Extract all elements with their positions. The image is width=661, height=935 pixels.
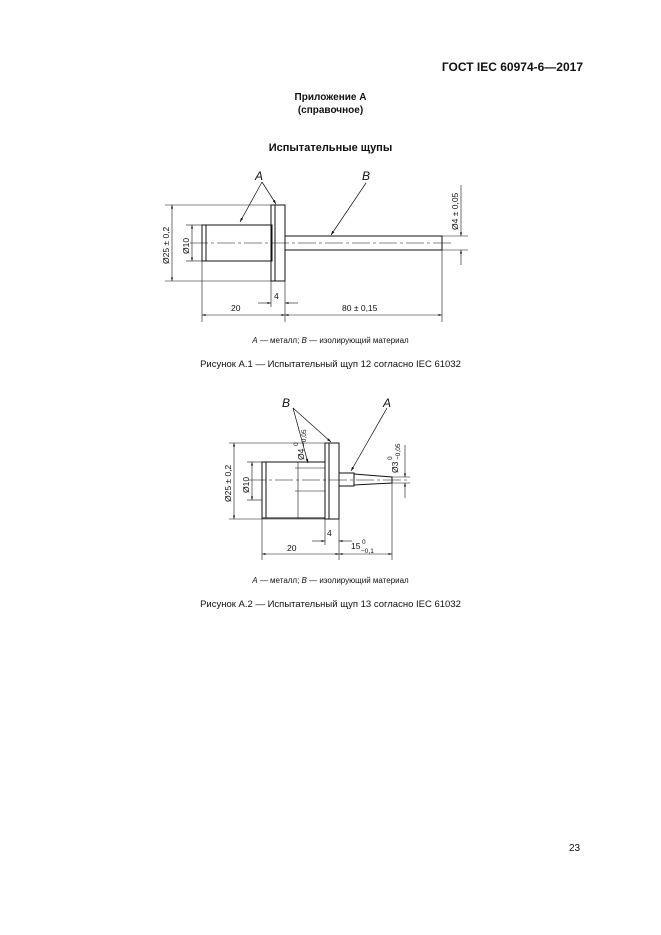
fig2-dim-pin-diameter: Ø4 (296, 448, 306, 460)
fig1-legend-b: B (301, 336, 307, 345)
fig2-handle-body (262, 462, 325, 518)
fig2-dim-tip-diameter: Ø3 (390, 461, 400, 473)
fig1-label-a: A (255, 169, 264, 183)
fig2-legend-a-text: — металл; (257, 576, 302, 585)
fig1-label-b: B (362, 169, 371, 183)
fig1-dim-inner-diameter: Ø10 (181, 237, 191, 254)
figure1-caption: Рисунок А.1 — Испытательный щуп 12 согласно IEC 61032 (200, 359, 461, 370)
fig2-dim-inner-diameter: Ø10 (241, 476, 251, 493)
fig1-dim-handle-length: 20 (231, 303, 241, 313)
fig2-dim-pin-diameter-upper: 0 (293, 442, 300, 446)
fig1-dim-pin-length: 80 ± 0,15 (342, 303, 378, 313)
fig2-pin (339, 473, 354, 486)
fig1-dim-pin-diameter: Ø4 ± 0,05 (450, 192, 460, 230)
figure2-caption: Рисунок А.2 — Испытательный щуп 13 согласно IEC 61032 (200, 599, 461, 610)
appendix-title: Приложение А (294, 92, 367, 103)
fig2-dim-handle-length: 20 (287, 543, 297, 553)
fig1-legend-a-text: — металл; (257, 336, 302, 345)
fig2-dim-tip-diameter-lower: −0,05 (395, 443, 402, 460)
fig1-legend-b-text: — изолирующий материал (306, 336, 409, 345)
section-title: Испытательные щупы (268, 142, 393, 154)
fig2-dim-pin-length-lower: −0,1 (361, 548, 374, 555)
fig2-dim-pin-length: 15 (351, 541, 361, 551)
fig2-collar (325, 443, 339, 519)
fig2-legend-b-text: — изолирующий материал (306, 576, 409, 585)
fig2-legend-b: B (301, 576, 307, 585)
figure2-legend (0, 576, 661, 585)
fig2-legend-a: A (252, 576, 258, 585)
fig2-label-a: A (383, 396, 392, 410)
fig2-dim-collar: 4 (327, 528, 332, 538)
fig2-dim-pin-diameter-lower: −0,05 (301, 429, 308, 446)
fig1-dim-collar: 4 (274, 291, 279, 301)
fig2-label-b: B (282, 396, 291, 410)
figure1-legend (0, 336, 661, 345)
page-number: 23 (569, 843, 581, 854)
fig2-dim-outer-diameter: Ø25 ± 0,2 (223, 464, 233, 502)
fig1-legend-a: A (252, 336, 258, 345)
fig2-pin-tip (354, 474, 392, 485)
fig1-dim-outer-diameter: Ø25 ± 0,2 (161, 226, 171, 264)
standard-header: ГОСТ IEC 60974-6—2017 (441, 60, 583, 74)
fig2-dim-tip-diameter-upper: 0 (387, 456, 394, 460)
appendix-subtitle: (справочное) (297, 105, 364, 116)
fig2-dim-pin-length-upper: 0 (362, 539, 366, 546)
figure2-shapes (229, 408, 410, 560)
